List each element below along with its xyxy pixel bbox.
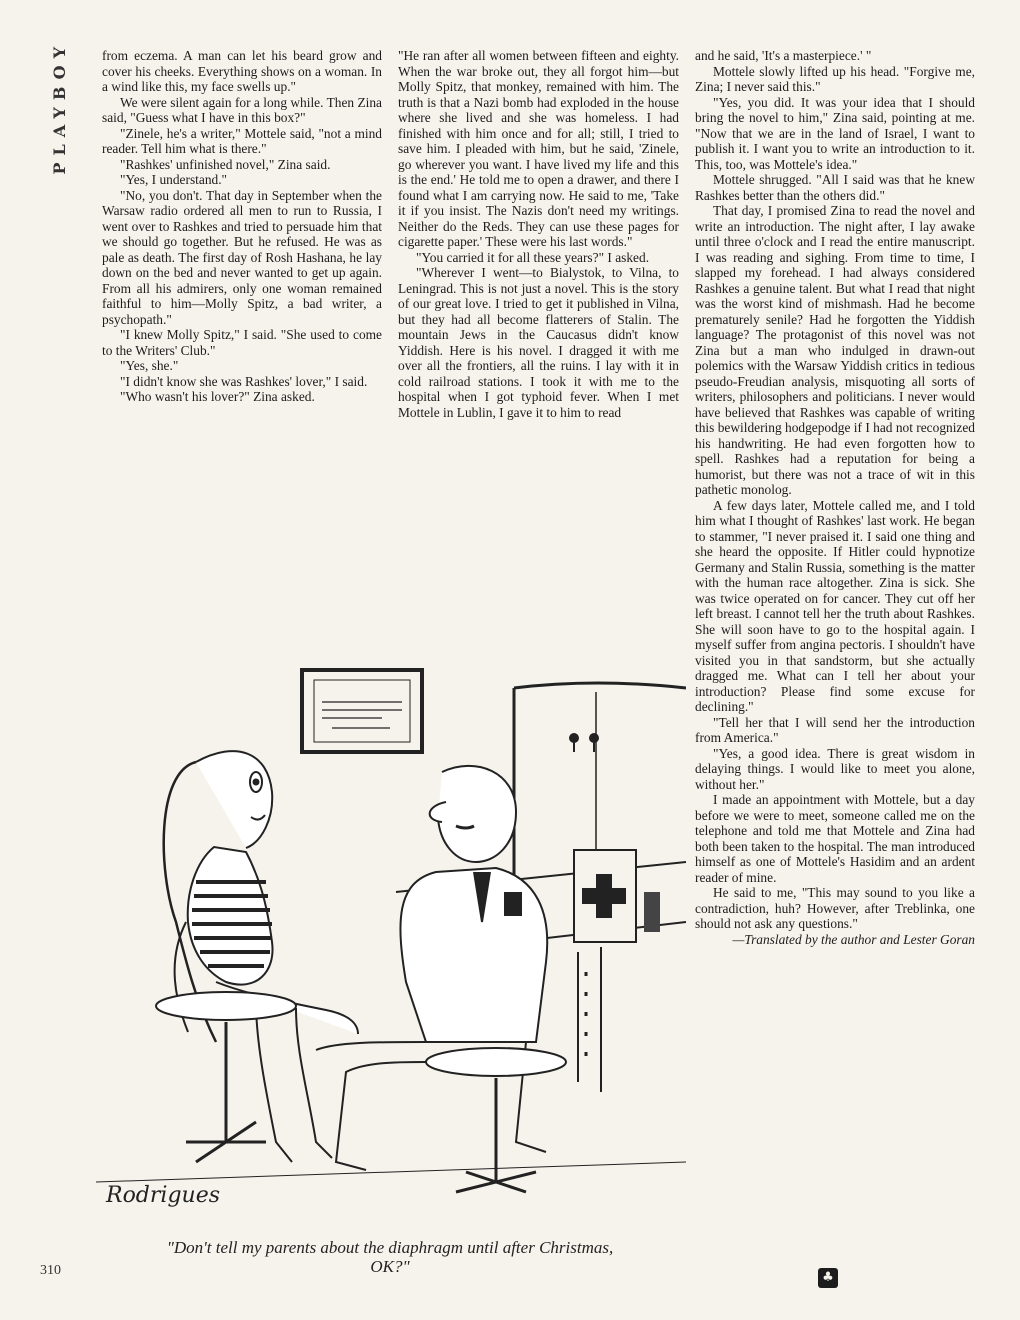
paragraph: "Zinele, he's a writer," Mottele said, "not a mind reader. Tell him what is there." — [102, 125, 382, 156]
first-aid-box-icon — [574, 850, 636, 942]
paragraph: "Yes, she." — [120, 358, 179, 373]
paragraph: "Yes, you did. It was your idea that I should bring the novel to him," Zina said, pointing at me. "Now that we are in the land of Israel, I want to publish it. I want you to write an introduction to it. This, too, was Mottele's idea." — [695, 94, 975, 172]
bunny-end-mark-icon: ♣ — [818, 1268, 838, 1288]
paragraph: from eczema. A man can let his beard grow and cover his cheeks. Everything shows on a woman. In a wind like this, my face swells up." — [102, 48, 382, 94]
paragraph: "Yes, a good idea. There is great wisdom in delaying things. I would like to meet you alone, without her." — [695, 745, 975, 792]
paragraph: "No, you don't. That day in September when the Warsaw radio ordered all men to run to Russia, I went over to Rashkes and tried to persuade him that we should go together. But he refused. He was as pale as death. The first day of Rosh Hashana, he lay down on the bed and never wanted to get up again. From all his admirers, only one woman remained faithful to him—Molly Spitz, a bad writer, a psychopath." — [102, 187, 382, 327]
paragraph: A few days later, Mottele called me, and I told him what I thought of Rashkes' last work. He began to stammer, "I never praised it. I said one thing and she heard the opposite. If Hitler could hypnotize Germany and Stalin Russia, something is the matter with the human race altogether. Zina is sick. She was twice operated on for cancer. They cut off her left breast. I cannot tell her the truth about Rashkes. She will soon have to go to the hospital again. I myself suffer from angina pectoris. I shouldn't have visited you in that sandstorm, but she actually dragged me. What can I tell her about your introduction? Please find some excuse for declining." — [695, 497, 975, 714]
paragraph: and he said, 'It's a masterpiece.' " — [695, 48, 872, 63]
paragraph: He said to me, "This may sound to you like a contradiction, huh? However, after Treblinka, one should not ask any questions." — [695, 885, 975, 931]
paragraph: "I didn't know she was Rashkes' lover," I said. — [120, 373, 368, 389]
paragraph: "Wherever I went—to Bialystok, to Vilna, to Leningrad. This is not just a novel. This is the story of our great love. I tried to get it published in Vilna, but they had all become flatterers of Stalin. The mountain Jews in the Caucasus didn't know Yiddish. Here is his novel. I dragged it with me over all the frontiers, all the ruins. I lay with it in cold railroad stations. I took it with me to the hospital when I got typhoid fever. When I met Mottele in Lublin, I gave it to him to read — [398, 265, 679, 420]
diploma-frame-icon — [302, 670, 422, 752]
paragraph: I made an appointment with Mottele, but a day before we were to meet, someone called me on the telephone and told me that Mottele and Zina had both been taken to the hospital. The man introduced himself as one of Mottele's Hasidim and an ardent reader of mine. — [695, 792, 975, 885]
text-column-2 — [398, 48, 679, 420]
paragraph: "I knew Molly Spitz," I said. "She used to come to the Writers' Club." — [102, 327, 382, 358]
paragraph: "You carried it for all these years?" I asked. — [416, 249, 650, 265]
page-number: 310 — [40, 1263, 61, 1278]
paragraph: Mottele slowly lifted up his head. "Forgive me, Zina; I never said this." — [695, 63, 975, 94]
translation-credit: —Translated by the author and Lester Goran — [732, 931, 975, 947]
cartoonist-signature: Rodrigues — [106, 1183, 221, 1208]
paragraph: "Yes, I understand." — [120, 172, 228, 187]
paragraph: "Rashkes' unfinished novel," Zina said. — [120, 156, 331, 172]
cartoon-illustration — [96, 622, 686, 1240]
paragraph: "Who wasn't his lover?" Zina asked. — [120, 389, 315, 404]
text-column-3 — [695, 48, 975, 947]
text-column-1 — [102, 48, 382, 405]
paragraph: We were silent again for a long while. Then Zina said, "Guess what I have in this box?" — [102, 94, 382, 125]
doctor-figure — [316, 766, 566, 1192]
woman-figure — [156, 751, 358, 1162]
paragraph: "He ran after all women between fifteen and eighty. When the war broke out, they all forgot him—but Molly Spitz, that monkey, remained with him. The truth is that a Nazi bomb had exploded in the house where she lived and she was homeless. I had finished with him once and for all; still, I tried to save him. I pleaded with him, but he said, 'Zinele, go wherever you want. I have lived my life and this is the end.' He told me to open a drawer, and there I found what I am carrying now. He said to me, 'Take it if you insist. The Nazis don't need my writings. Neither do the Reds. They can use these pages for cigarette paper.' These were his last words." — [398, 48, 679, 249]
paragraph: That day, I promised Zina to read the novel and write an introduction. The night after, I lay awake until three o'clock and I read the entire manuscript. I was reading and sighing. From time to time, I slapped my forehead. I had always considered Rashkes a genuine talent. But what I read that night was the worst kind of mishmash. Had he become prematurely senile? Had he forgotten the Yiddish language? The protagonist of this novel was not Zina but a man who indulged in drawn-out polemics with the Warsaw Yiddish critics in tedious pseudo-Freudian analysis, misquoting all sorts of writers, philosophers and politicians. I never would have believed that Rashkes was capable of writing this bewildering hodgepodge if I had not recognized his handwriting. He had even forgotten how to spell. Rashkes had a reputation for being a humorist, but there was not a trace of wit in this pathetic monolog. — [695, 203, 976, 497]
paragraph: "Tell her that I will send her the introduction from America." — [695, 714, 975, 745]
magazine-side-title: PLAYBOY — [50, 40, 69, 175]
cartoon-caption: "Don't tell my parents about the diaphragm until after Christmas, OK?" — [166, 1238, 614, 1276]
paragraph: Mottele shrugged. "All I said was that he knew Rashkes better than the others did." — [695, 172, 975, 203]
